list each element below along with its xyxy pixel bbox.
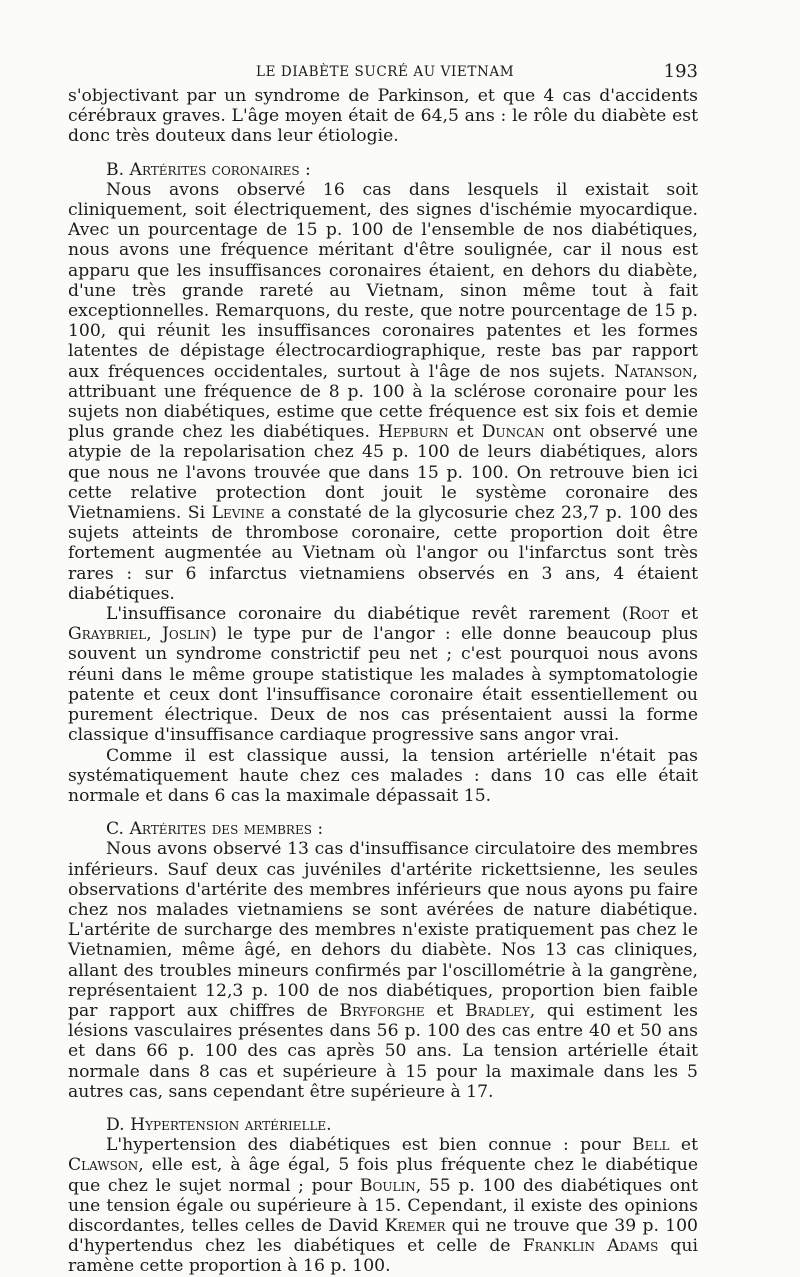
- author-name: Graybriel: [68, 624, 147, 645]
- author-name: Levine: [211, 503, 265, 524]
- author-name: Clawson: [68, 1155, 139, 1176]
- section-b-heading: B. Artérites coronaires :: [106, 159, 311, 180]
- page-header: [68, 58, 698, 86]
- author-name: Boulin: [359, 1175, 416, 1196]
- author-name: Bryforghe: [339, 1000, 425, 1021]
- author-name: Natanson: [614, 361, 693, 382]
- page: [68, 58, 698, 1277]
- author-name: Kremer: [384, 1215, 446, 1236]
- section-b-paragraph-1: Nous avons observé 16 cas dans lesquels il existait soit cliniquement, soit électriquement, des signes d'ischémie myocardique. Avec un pourcentage de 15 p. 100 de l'ensemble de nos diabétiques, nous avons une fréquence méritant d'être soulignée, car il nous est apparu que les insuffisances coronaires étaient, en dehors du diabète, d'une très grande rareté au Vietnam, sinon même tout à fait exceptionnelles. Remarquons, du reste, que notre pourcentage de 15 p. 100, qui réunit les insuffisances coronaires patentes et les formes latentes de dépistage électrocardiographique, reste bas par rapport aux fréquences occidentales, surtout à l'âge de nos sujets. Natanson, attribuant une fréquence de 8 p. 100 à la sclérose coronaire pour les sujets non diabétiques, estime que cette fréquence est six fois et demie plus grande chez les diabétiques. Hepburn et Duncan ont observé une atypie de la repolarisation chez 45 p. 100 de leurs diabétiques, alors que nous ne l'avons trouvée que dans 15 p. 100. On retrouve bien ici cette relative protection dont jouit le système coronaire des Vietnamiens. Si Levine a constaté de la glycosurie chez 23,7 p. 100 des sujets atteints de thrombose coronaire, cette proportion doit être fortement augmentée au Vietnam où l'angor ou l'infarctus sont très rares : sur 6 infarctus vietnamiens observés en 3 ans, 4 étaient diabétiques.: [68, 179, 699, 604]
- running-title: LE DIABÈTE SUCRÉ AU VIETNAM: [256, 64, 515, 80]
- intro-paragraph: s'objectivant par un syndrome de Parkinson, et que 4 cas d'accidents cérébraux graves. L'âge moyen était de 64,5 ans : le rôle du diabète est donc très douteux dans leur étiologie.: [68, 86, 698, 147]
- section-c-heading: C. Artérites des membres :: [106, 819, 324, 840]
- section-c-paragraph-1: Nous avons observé 13 cas d'insuffisance circulatoire des membres inférieurs. Sauf deux cas juvéniles d'artérite rickettsienne, les seules observations d'artérite des membres inférieurs que nous ayons pu faire chez nos malades vietnamiens se sont avérées de nature diabétique. L'artérite de surcharge des membres n'existe pratiquement pas chez le Vietnamien, même âgé, en dehors du diabète. Nos 13 cas cliniques, allant des troubles mineurs confirmés par l'oscillométrie à la gangrène, représentaient 12,3 p. 100 de nos diabétiques, proportion bien faible par rapport aux chiffres de Bryforghe et Bradley, qui estiment les lésions vasculaires présentes dans 56 p. 100 des cas entre 40 et 50 ans et dans 66 p. 100 des cas après 50 ans. La tension artérielle était normale dans 8 cas et supérieure à 15 pour la maximale dans les 5 autres cas, sans cependant être supérieure à 17.: [68, 839, 699, 1102]
- section-d-paragraph-1: L'hypertension des diabétiques est bien connue : pour Bell et Clawson, elle est, à âge égal, 5 fois plus fréquente chez le diabétique que chez le sujet normal ; pour Boulin, 55 p. 100 des diabétiques ont une tension égale ou supérieure à 15. Cependant, il existe des opinions discordantes, telles celles de David Kremer qui ne trouve que 39 p. 100 d'hypertendus chez les diabétiques et celle de Franklin Adams qui ramène cette proportion à 16 p. 100.: [68, 1135, 699, 1277]
- section-d-heading: D. Hypertension artérielle.: [106, 1114, 332, 1135]
- author-name: Franklin Adams: [522, 1236, 659, 1257]
- author-name: Root: [628, 604, 670, 625]
- author-name: Bell: [632, 1135, 670, 1156]
- author-name: Joslin: [162, 624, 211, 645]
- author-name: Bradley: [465, 1000, 530, 1021]
- body-text: [68, 86, 698, 1277]
- author-name: Duncan: [481, 422, 545, 443]
- section-b-paragraph-2: L'insuffisance coronaire du diabétique revêt rarement (Root et Graybriel, Joslin) le type pur de l'angor : elle donne beaucoup plus souvent un syndrome constrictif peu net ; c'est pourquoi nous avons réuni dans le même groupe statistique les malades à symptomatologie patente et ceux dont l'insuffisance coronaire était essentiellement ou purement électrique. Deux de nos cas présentaient aussi la forme classique d'insuffisance cardiaque progressive sans angor vrai.: [68, 604, 699, 746]
- page-number: 193: [663, 61, 698, 82]
- section-b-paragraph-3: Comme il est classique aussi, la tension artérielle n'était pas systématiquement haute chez ces malades : dans 10 cas elle était normale et dans 6 cas la maximale dépassait 15.: [68, 745, 698, 806]
- author-name: Hepburn: [378, 422, 449, 443]
